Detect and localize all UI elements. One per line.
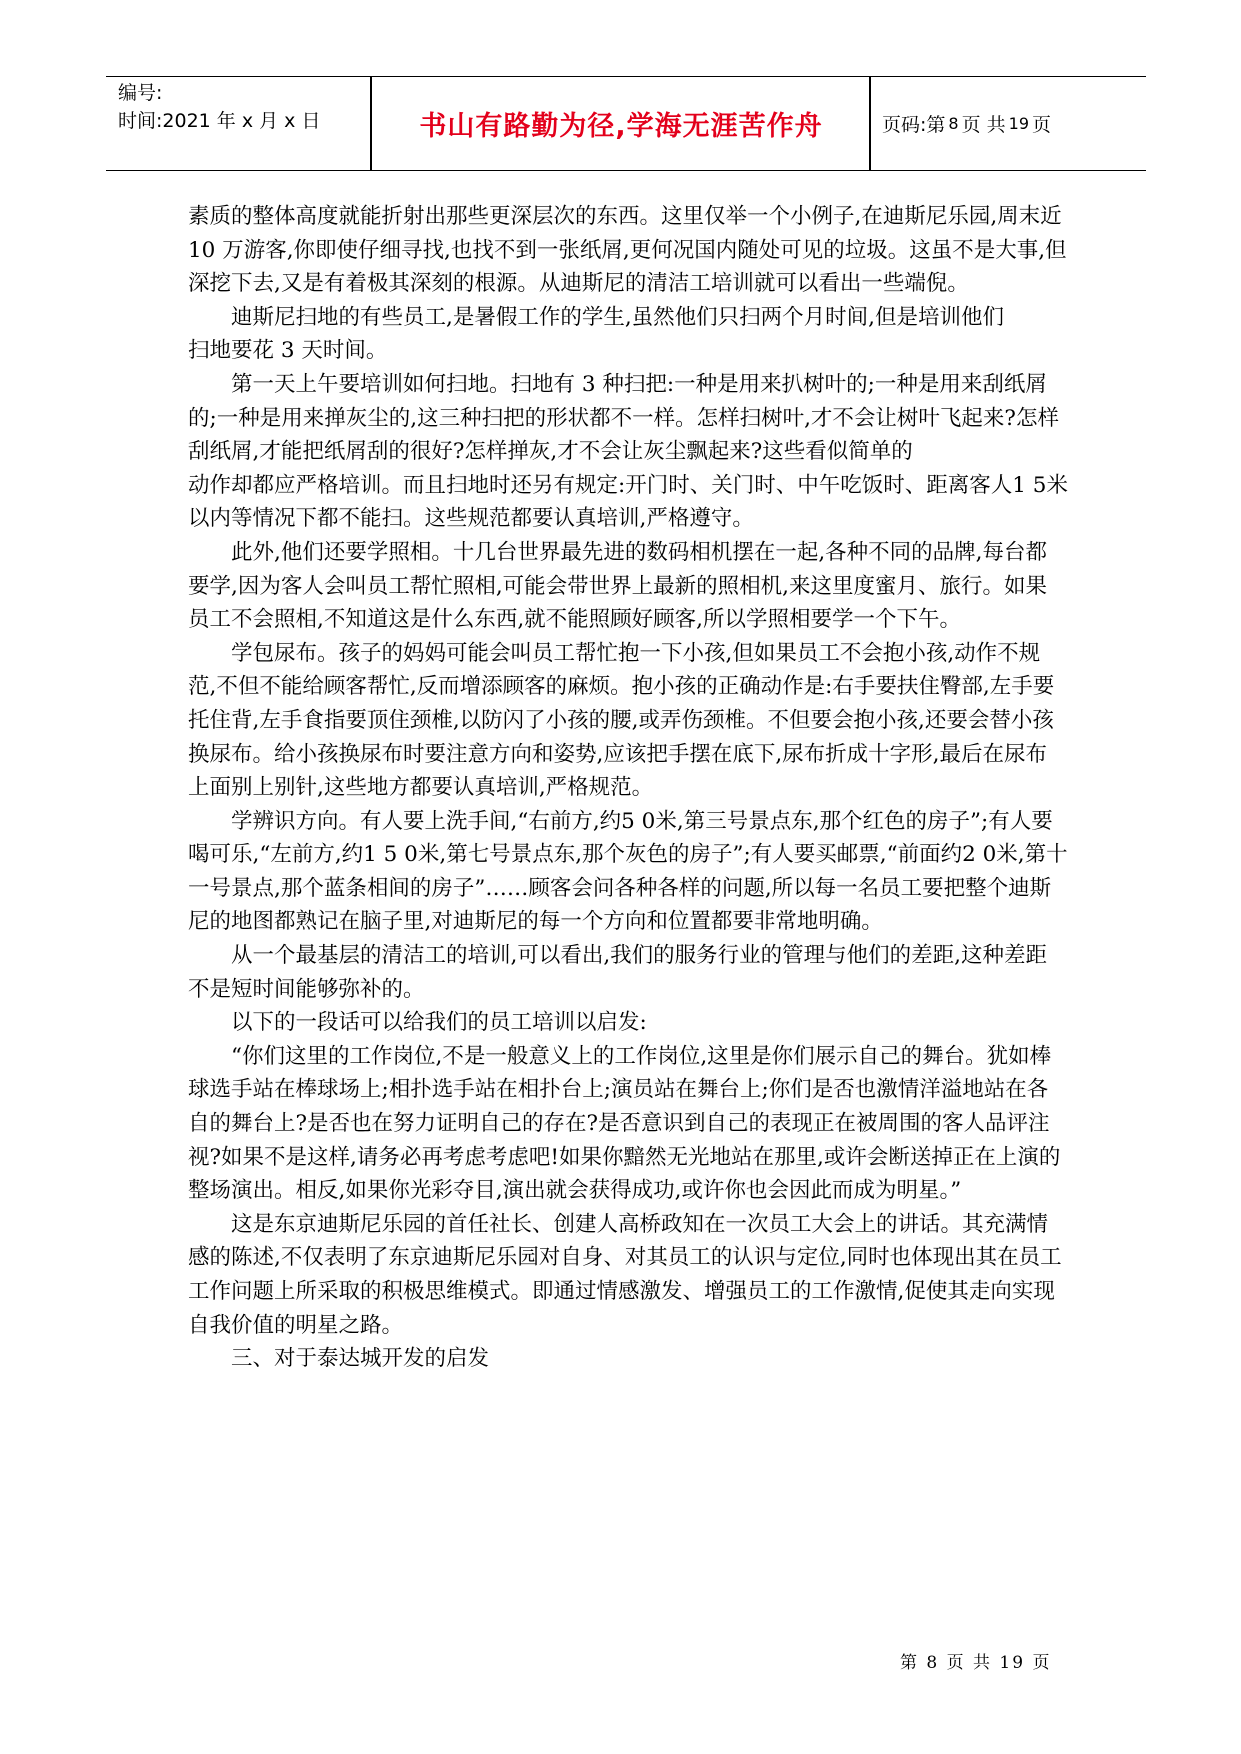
page-footer: 第 8 页 共 19 页 (900, 1653, 1052, 1673)
paragraph: 动作却都应严格培训。而且扫地时还另有规定:开门时、关门时、中午吃饭时、距离客人1 5米以内等情况下都不能扫。这些规范都要认真培训,严格遵守。 (188, 472, 1068, 532)
paragraph: 从一个最基层的清洁工的培训,可以看出,我们的服务行业的管理与他们的差距,这种差距不是短时间能够弥补的。 (188, 943, 1048, 1002)
page-total: 19 (1008, 114, 1029, 133)
section-heading: 三、对于泰达城开发的启发 (231, 1346, 490, 1372)
paragraph: 迪斯尼扫地的有些员工,是暑假工作的学生,虽然他们只扫两个月时间,但是培训他们 (231, 304, 1005, 330)
quote-paragraph: “你们这里的工作岗位,不是一般意义上的工作岗位,这里是你们展示自己的舞台。犹如棒球选手站在棒球场上;相扑选手站在相扑台上;演员站在舞台上;你们是否也激情洋溢地站在各自的舞台上?是否也在努力证明自己的存在?是否意识到自己的表现正在被周围的客人品评注视?如果不是这样,请务必再考虑考虑吧!如果你黯然无光地站在那里,或许会断送掉正在上演的整场演出。相反,如果你光彩夺目,演出就会获得成功,或许你也会因此而成为明星。” (188, 1043, 1061, 1204)
page-current: 8 (948, 114, 959, 133)
time-label: 时间:2021 年 x 月 x 日 (118, 110, 321, 132)
paragraph: 这是东京迪斯尼乐园的首任社长、创建人高桥政知在一次员工大会上的讲话。其充满情感的陈述,不仅表明了东京迪斯尼乐园对自身、对其员工的认识与定位,同时也体现出其在员工工作问题上所采取的积极思维模式。即通过情感激发、增强员工的工作激情,促使其走向实现自我价值的明星之路。 (188, 1211, 1062, 1338)
header-motto: 书山有路勤为径,学海无涯苦作舟 (419, 111, 823, 142)
page-prefix: 页码:第 (882, 114, 946, 136)
document-body (188, 200, 1068, 1376)
paragraph: 学辨识方向。有人要上洗手间,“右前方,约5 0米,第三号景点东,那个红色的房子”;有人要喝可乐,“左前方,约1 5 0米,第七号景点东,那个灰色的房子”;有人要买邮票,“前面约2 0米,第十一号景点,那个蓝条相间的房子”……顾客会问各种各样的问题,所以每一名员工要把整个迪斯尼的地图都熟记在脑子里,对迪斯尼的每一个方向和位置都要非常地明确。 (188, 808, 1068, 935)
paragraph: 学包尿布。孩子的妈妈可能会叫员工帮忙抱一下小孩,但如果员工不会抱小孩,动作不规范,不但不能给顾客帮忙,反而增添顾客的麻烦。抱小孩的正确动作是:右手要扶住臀部,左手要托住背,左手食指要顶住颈椎,以防闪了小孩的腰,或弄伤颈椎。不但要会抱小孩,还要会替小孩换尿布。给小孩换尿布时要注意方向和姿势,应该把手摆在底下,尿布折成十字形,最后在尿布上面别上别针,这些地方都要认真培训,严格规范。 (188, 640, 1055, 801)
header-info (118, 79, 368, 135)
paragraph: 扫地要花 3 天时间。 (188, 338, 388, 364)
page-header (106, 76, 1146, 171)
header-page-number (870, 77, 1146, 170)
paragraph: 第一天上午要培训如何扫地。扫地有 3 种扫把:一种是用来扒树叶的;一种是用来刮纸屑的;一种是用来掸灰尘的,这三种扫把的形状都不一样。怎样扫树叶,才不会让树叶飞起来?怎样刮纸屑,才能把纸屑刮的很好?怎样掸灰,才不会让灰尘飘起来?这些看似简单的 (188, 371, 1059, 465)
paragraph: 素质的整体高度就能折射出那些更深层次的东西。这里仅举一个小例子,在迪斯尼乐园,周末近 10 万游客,你即使仔细寻找,也找不到一张纸屑,更何况国内随处可见的垃圾。这虽不是大事,但深挖下去,又是有着极其深刻的根源。从迪斯尼的清洁工培训就可以看出一些端倪。 (188, 204, 1067, 297)
paragraph: 此外,他们还要学照相。十几台世界最先进的数码相机摆在一起,各种不同的品牌,每台都要学,因为客人会叫员工帮忙照相,可能会带世界上最新的照相机,来这里度蜜月、旅行。如果员工不会照相,不知道这是什么东西,就不能照顾好顾客,所以学照相要学一个下午。 (188, 539, 1048, 633)
paragraph: 以下的一段话可以给我们的员工培训以启发: (231, 1010, 647, 1036)
page-mid: 页 共 (961, 114, 1006, 136)
page-suffix: 页 (1032, 114, 1052, 136)
serial-number-label: 编号: (118, 82, 163, 104)
